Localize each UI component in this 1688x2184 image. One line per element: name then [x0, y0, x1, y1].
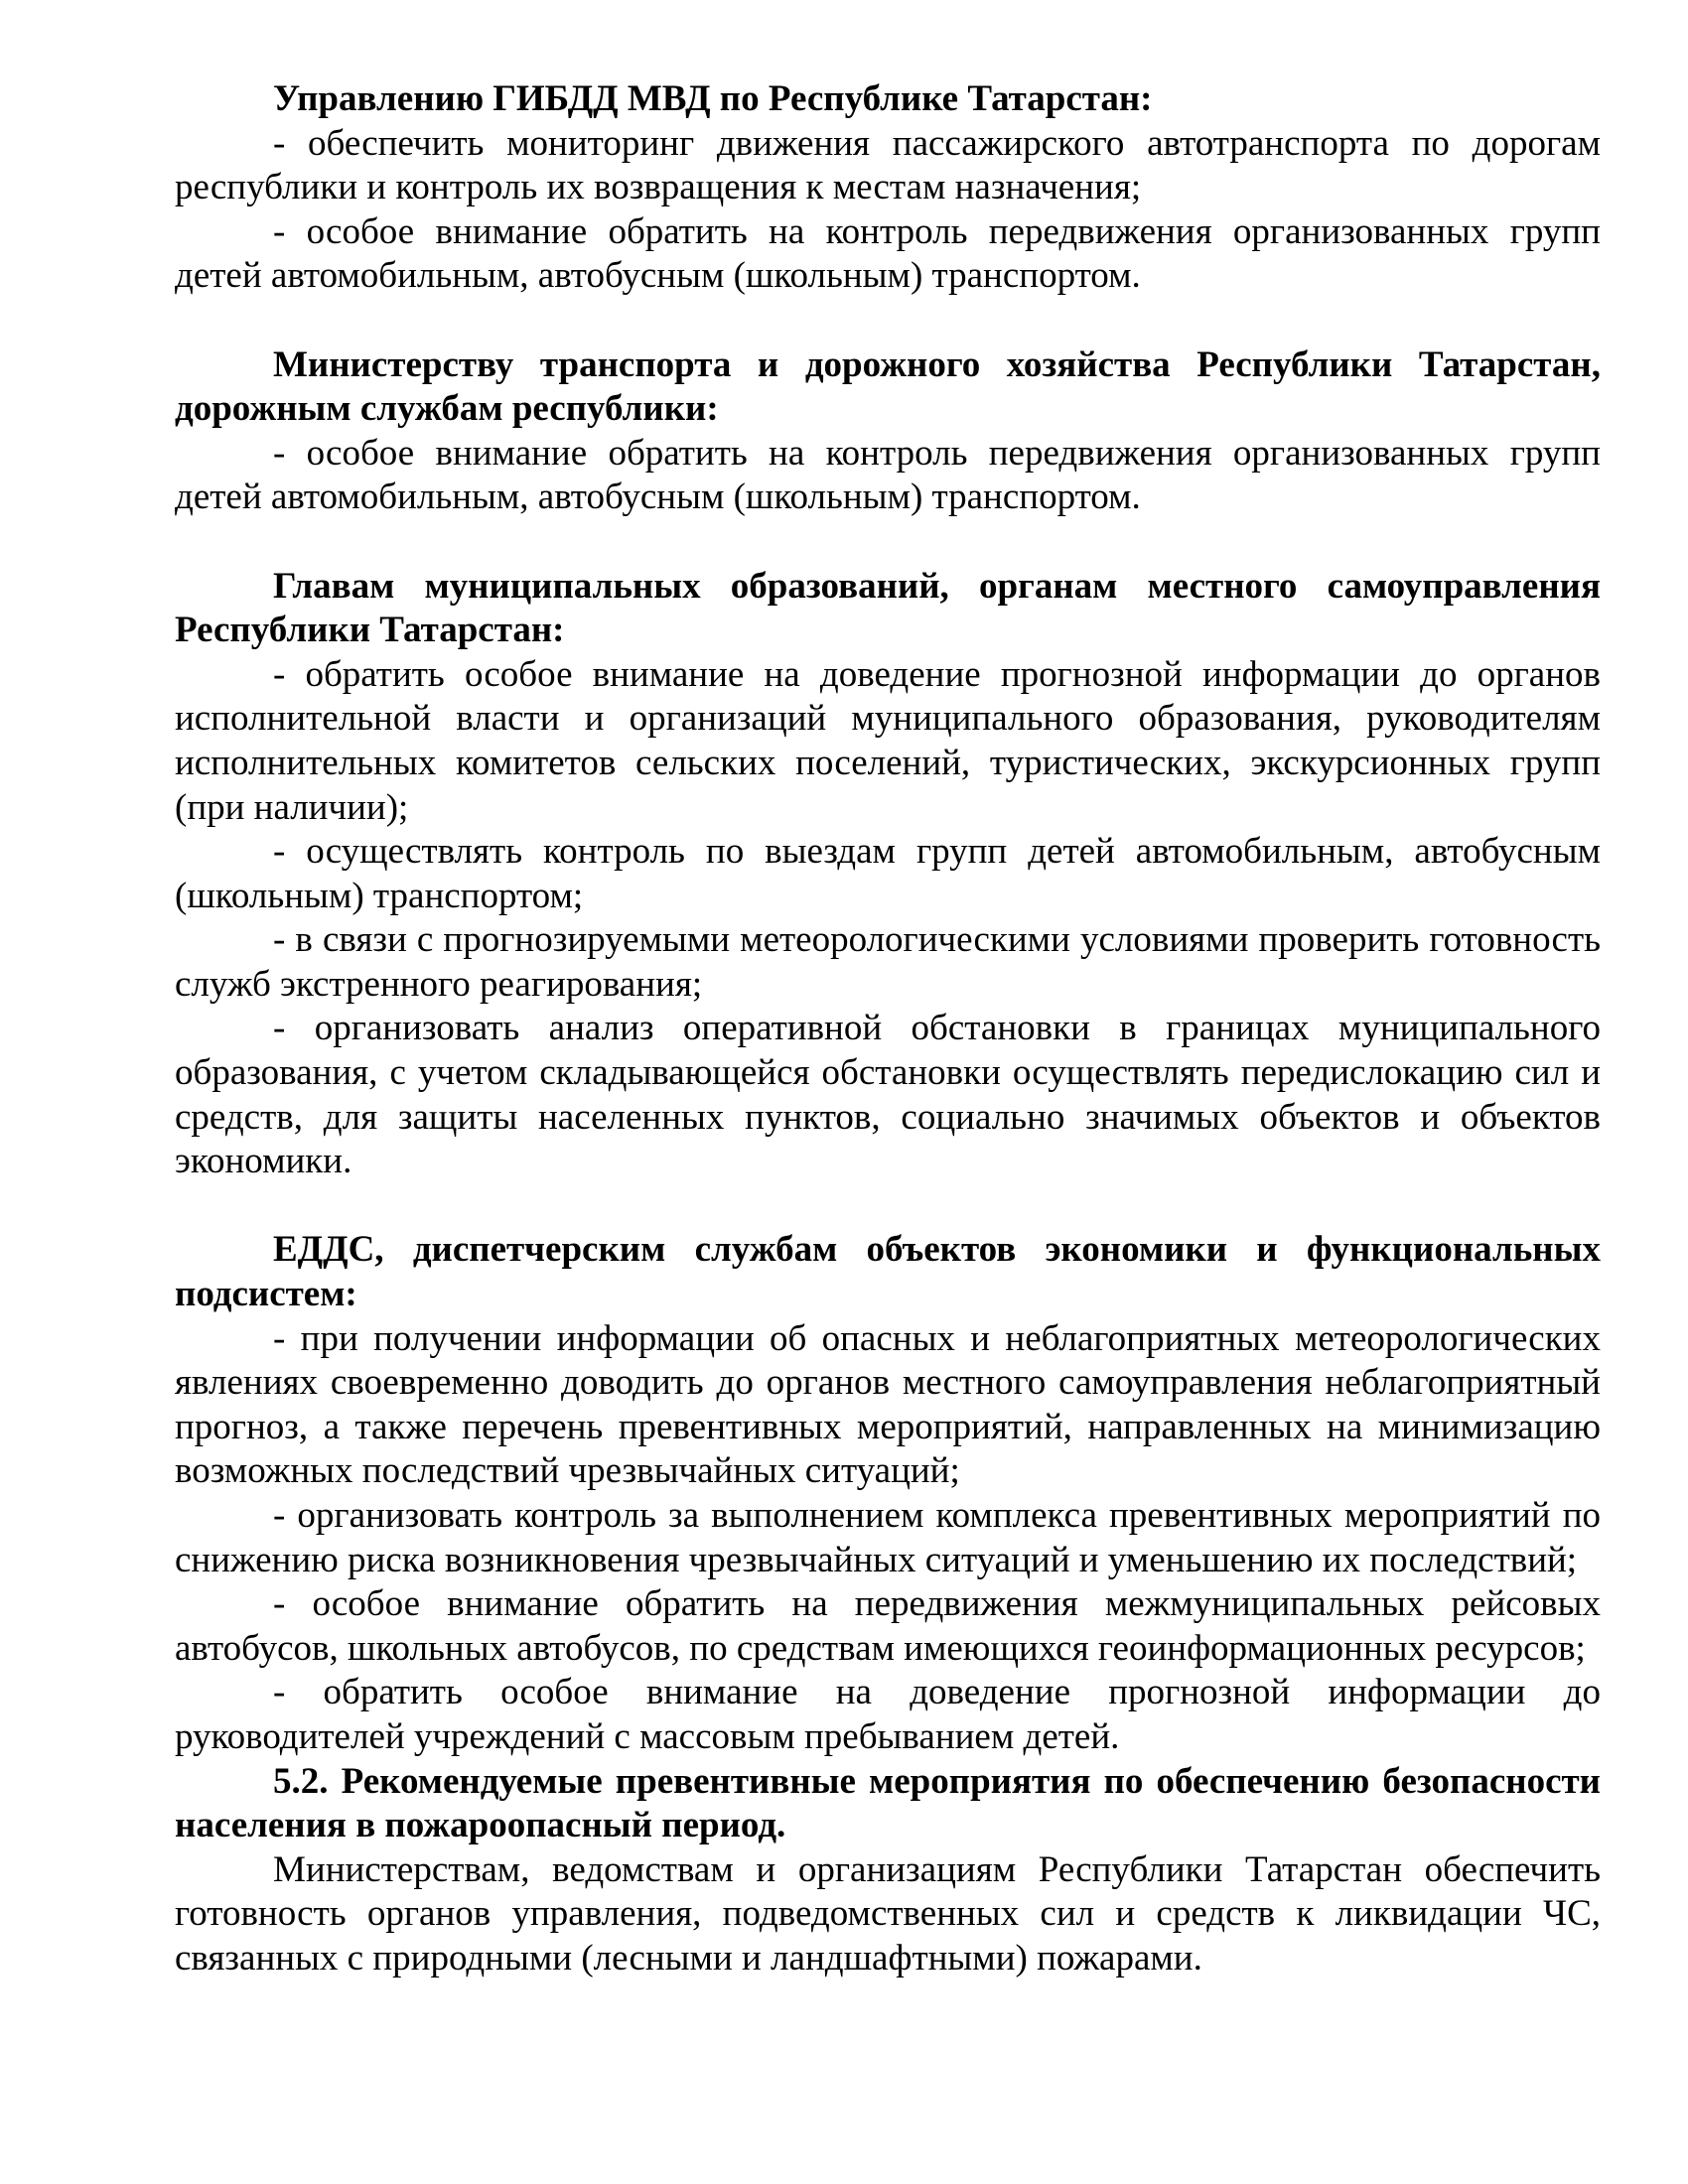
section-heading-transport-ministry: Министерству транспорта и дорожного хозяйства Республики Татарстан, дорожным службам республики:	[175, 343, 1601, 430]
section-item: - организовать анализ оперативной обстановки в границах муниципального образования, с учетом складывающейся обстановки осуществлять передислокацию сил и средств, для защиты населенных пунктов, социально значимых объектов и объектов экономики.	[175, 1008, 1601, 1182]
paragraph-gap	[175, 299, 1601, 343]
section-item: - особое внимание обратить на контроль передвижения организованных групп детей автомобильным, автобусным (школьным) транспортом.	[175, 432, 1601, 518]
section-item: - организовать контроль за выполнением комплекса превентивных мероприятий по снижению риска возникновения чрезвычайных ситуаций и уменьшению их последствий;	[175, 1495, 1601, 1580]
section-heading-edds: ЕДДС, диспетчерским службам объектов экономики и функциональных подсистем:	[175, 1229, 1601, 1315]
section-item: - при получении информации об опасных и неблагоприятных метеорологических явлениях своевременно доводить до органов местного самоуправления неблагоприятный прогноз, а также перечень превентивных мероприятий, направленных на минимизацию возможных последствий чрезвычайных ситуаций;	[175, 1317, 1601, 1492]
subsection-text: Министерствам, ведомствам и организациям Республики Татарстан обеспечить готовность органов управления, подведомственных сил и средств к ликвидации ЧС, связанных с природными (лесными и ландшафтными) пожарами.	[175, 1848, 1601, 1979]
section-item: - осуществлять контроль по выездам групп детей автомобильным, автобусным (школьным) транспортом;	[175, 831, 1601, 916]
paragraph-gap	[175, 520, 1601, 565]
section-item: - обратить особое внимание на доведение прогнозной информации до руководителей учреждений с массовым пребыванием детей.	[175, 1672, 1601, 1757]
section-item: - обеспечить мониторинг движения пассажирского автотранспорта по дорогам республики и контроль их возвращения к местам назначения;	[175, 122, 1601, 208]
section-heading-gibdd: Управлению ГИБДД МВД по Республике Татарстан:	[273, 78, 1153, 119]
section-item: - в связи с прогнозируемыми метеорологическими условиями проверить готовность служб экстренного реагирования;	[175, 919, 1601, 1005]
section-item: - особое внимание обратить на контроль передвижения организованных групп детей автомобильным, автобусным (школьным) транспортом.	[175, 210, 1601, 297]
paragraph-gap	[175, 1184, 1601, 1229]
section-heading-municipal-heads: Главам муниципальных образований, органам местного самоуправления Республики Татарстан:	[175, 565, 1601, 651]
section-item: - особое внимание обратить на передвижения межмуниципальных рейсовых автобусов, школьных автобусов, по средствам имеющихся геоинформационных ресурсов;	[175, 1583, 1601, 1669]
subsection-heading: 5.2. Рекомендуемые превентивные мероприятия по обеспечению безопасности населения в пожароопасный период.	[175, 1760, 1601, 1846]
document-page	[175, 77, 1601, 1981]
section-item: - обратить особое внимание на доведение прогнозной информации до органов исполнительной власти и организаций муниципального образования, руководителям исполнительных комитетов сельских поселений, туристических, экскурсионных групп (при наличии);	[175, 653, 1601, 828]
